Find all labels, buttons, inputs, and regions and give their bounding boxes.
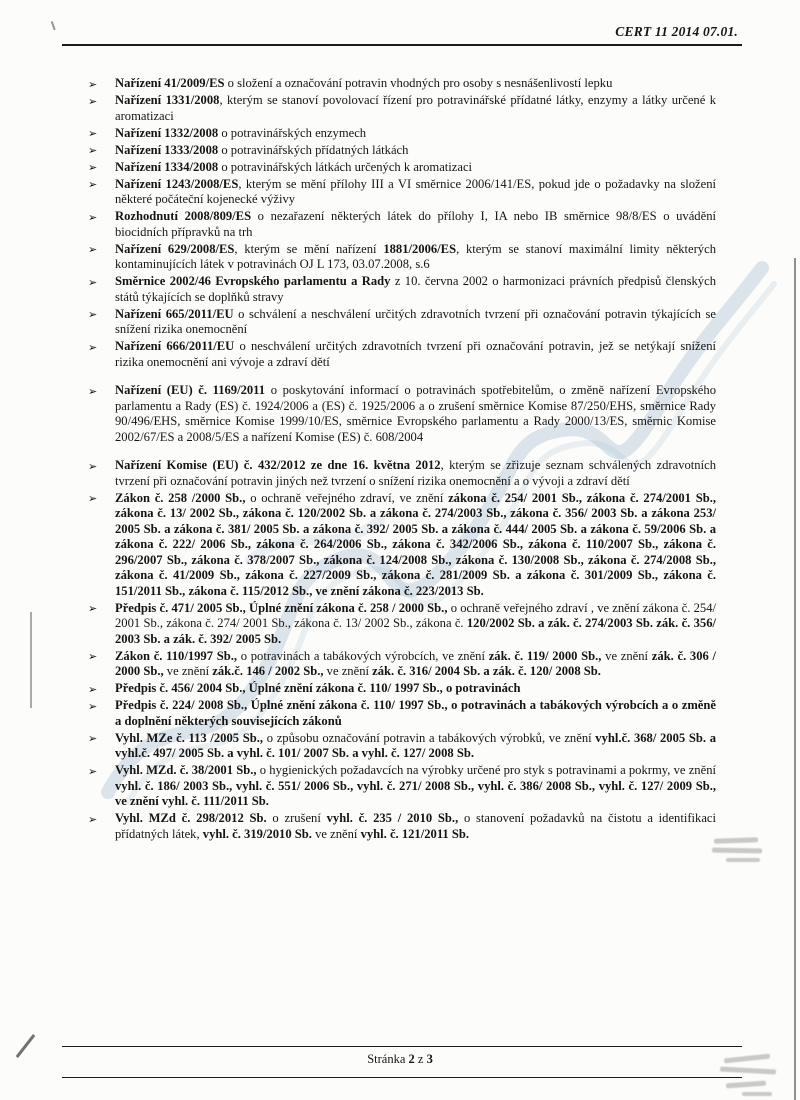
- bold-text-segment: vyhl. č. 186/ 2003 Sb., vyhl. č. 551/ 2006 Sb., vyhl. č. 271/ 2008 Sb., vyhl. č. 386/ 2008 Sb., vyhl. č. 127/ 2009 Sb., ve znění vyhl. č. 111/2011 Sb.: [115, 778, 716, 808]
- text-segment: ve znění: [601, 648, 652, 663]
- bold-text-segment: Nařízení 1333/2008: [115, 142, 219, 157]
- arrow-bullet-icon: ➢: [88, 275, 98, 289]
- bold-text-segment: Předpis č. 456/ 2004 Sb., Úplné znění zákona č. 110/ 1997 Sb., o potravinách: [115, 681, 521, 695]
- footer-page-label: [0, 1052, 800, 1067]
- scan-edge-artifact: [30, 612, 32, 708]
- list-item-text: [115, 76, 716, 92]
- arrow-bullet-icon: ➢: [88, 94, 98, 108]
- bold-text-segment: 2: [408, 1052, 415, 1066]
- bold-text-segment: 1881/2006/ES: [383, 241, 457, 256]
- bold-text-segment: Nařízení 1331/2008: [115, 93, 220, 107]
- text-segment: , kterým se stanoví maximální limity některých kontaminujících látek v potravinách OJ L 173, 03.07.2008, s.6: [115, 241, 716, 271]
- text-segment: o zrušení: [266, 811, 327, 825]
- list-item: [88, 143, 716, 159]
- list-item-text: [115, 93, 716, 124]
- bold-text-segment: zák.č. 146 / 2002 Sb.,: [212, 664, 324, 678]
- list-item-text: [115, 177, 716, 208]
- list-item: [88, 160, 716, 176]
- document-code: CERT 11 2014 07.01.: [615, 24, 738, 39]
- text-segment: o potravinářských enzymech: [218, 125, 367, 140]
- bold-text-segment: 120/2002 Sb. a zák. č. 274/2003 Sb. zák. č. 356/ 2003 Sb. a zák. č. 392/ 2005 Sb.: [115, 616, 716, 646]
- arrow-bullet-icon: ➢: [88, 127, 98, 140]
- text-segment: z 10. června 2002 o harmonizaci právních předpisů členských států týkajících se doplňků stravy: [115, 274, 716, 304]
- bold-text-segment: vyhl. č. 235 / 2010 Sb.,: [326, 811, 459, 825]
- text-segment: o potravinách a tabákových výrobcích, ve znění: [237, 648, 489, 663]
- pencil-mark-artifact: [726, 858, 760, 862]
- arrow-bullet-icon: ➢: [88, 602, 98, 615]
- list-item-text: [115, 649, 716, 680]
- arrow-bullet-icon: ➢: [88, 161, 98, 174]
- text-segment: o ochraně veřejného zdraví, ve znění: [245, 490, 449, 505]
- pencil-mark-artifact: [714, 837, 758, 844]
- list-item-text: [115, 383, 716, 445]
- list-item-text: [115, 274, 716, 305]
- arrow-bullet-icon: ➢: [88, 178, 98, 191]
- bold-text-segment: Předpis č. 471/ 2005 Sb., Úplné znění zákona č. 258 / 2000 Sb.,: [115, 600, 448, 615]
- list-item: [88, 177, 716, 208]
- text-segment: ve znění: [323, 664, 373, 678]
- arrow-bullet-icon: ➢: [88, 682, 98, 696]
- list-item: [88, 731, 716, 762]
- bold-text-segment: Zákon č. 110/1997 Sb.,: [115, 648, 238, 663]
- arrow-bullet-icon: ➢: [88, 732, 98, 745]
- list-item-text: [115, 242, 716, 273]
- list-item: [88, 383, 716, 445]
- bold-text-segment: Vyhl. MZd č. 298/2012 Sb.: [115, 811, 267, 825]
- list-item: [88, 681, 716, 697]
- list-item-text: [115, 763, 716, 810]
- arrow-bullet-icon: ➢: [88, 144, 98, 157]
- text-segment: o ochraně veřejného zdraví , ve znění zákona č. 254/ 2001 Sb., zákona č. 274/ 2001 Sb., zákona č. 13/ 2002 Sb., zákona č.: [115, 600, 716, 630]
- list-item: [88, 76, 716, 92]
- text-segment: o neschválení určitých zdravotních tvrzení při označování potravin, jež se netýkají snížení rizika onemocnění ani vývoje a zdraví dětí: [115, 339, 716, 369]
- text-segment: , kterým se zřizuje seznam schválených zdravotních tvrzení při označování potravin jiných než tvrzení o snížení rizika onemocnění a o vývoji a zdraví dětí: [115, 458, 716, 488]
- bold-text-segment: zák. č. 306 / 2000 Sb.,: [115, 648, 717, 678]
- list-item: [88, 274, 716, 305]
- bold-text-segment: 3: [426, 1052, 433, 1066]
- text-segment: o schválení a neschválení určitých zdravotních tvrzení při označování potravin týkajících se snížení rizika onemocnění: [115, 306, 716, 336]
- bold-text-segment: vyhl.č. 368/ 2005 Sb. a vyhl.č. 497/ 2005 Sb. a vyhl. č. 101/ 2007 Sb. a vyhl. č. 127/ 2008 Sb.: [115, 730, 717, 760]
- bold-text-segment: zák. č. 316/ 2004 Sb. a zák. č. 120/ 2008 Sb.: [372, 664, 601, 678]
- regulation-list: [88, 76, 716, 844]
- list-item: [88, 209, 716, 240]
- footer-rule-top: [62, 1046, 742, 1047]
- list-item-text: [115, 698, 716, 729]
- text-segment: o poskytování informací o potravinách spotřebitelům, o změně nařízení Evropského parlamentu a Rady (ES) č. 1924/2006 a (ES) č. 1925/2006 a o zrušení směrnice Komise 87/250/EHS, směrnice Rady 90/496/EHS, směrnice Komise 1999/10/ES, směrnice Evropského parlamentu a Rady 2000/13/ES, směrnic Komise 2002/67/ES a 2008/5/ES a nařízení Komise (ES) č. 608/2004: [115, 383, 716, 444]
- list-item-text: [115, 458, 716, 489]
- list-item: [88, 242, 716, 273]
- bold-text-segment: Nařízení 1243/2008/ES: [115, 176, 239, 191]
- text-segment: ve znění: [311, 826, 361, 841]
- list-item-text: [115, 491, 716, 600]
- list-item-text: [115, 307, 716, 338]
- arrow-bullet-icon: ➢: [88, 77, 98, 91]
- text-segment: z: [414, 1052, 427, 1066]
- bold-text-segment: Nařízení 1334/2008: [115, 159, 219, 174]
- text-segment: o potravinářských látkách určených k aromatizaci: [218, 159, 473, 174]
- footer-rule-bottom: [62, 1077, 742, 1078]
- arrow-bullet-icon: ➢: [88, 699, 98, 713]
- list-item: [88, 126, 716, 142]
- scan-speck-artifact: [51, 19, 63, 31]
- arrow-bullet-icon: ➢: [88, 308, 98, 321]
- text-segment: Stránka: [367, 1052, 409, 1066]
- list-item: [88, 601, 716, 648]
- list-item-text: [115, 731, 716, 762]
- text-segment: o složení a označování potravin vhodných pro osoby s nesnášenlivostí lepku: [224, 76, 613, 90]
- list-item: [88, 698, 716, 729]
- list-item-text: [115, 160, 716, 176]
- text-segment: o stanovení požadavků na čistotu a identifikaci přídatných látek,: [115, 811, 717, 841]
- arrow-bullet-icon: ➢: [88, 459, 98, 473]
- bold-text-segment: Nařízení 629/2008/ES: [115, 241, 235, 256]
- list-item: [88, 811, 716, 842]
- list-item: [88, 458, 716, 489]
- text-segment: o nezařazení některých látek do přílohy I, IA nebo IB směrnice 98/8/ES o uvádění biocidních přípravků na trh: [115, 209, 716, 239]
- arrow-bullet-icon: ➢: [88, 812, 98, 826]
- text-segment: , kterým se mění nařízení: [234, 241, 384, 256]
- bold-text-segment: vyhl. č. 121/2011 Sb.: [360, 826, 470, 841]
- bold-text-segment: Nařízení Komise (EU) č. 432/2012 ze dne 16. května 2012: [115, 458, 441, 472]
- text-segment: , kterým se mění přílohy III a VI směrnice 2006/141/ES, pokud jde o požadavky na složení některé počáteční kojenecké výživy: [115, 176, 717, 206]
- list-item: [88, 491, 716, 600]
- bold-text-segment: Nařízení 41/2009/ES: [115, 76, 225, 90]
- list-item-text: [115, 601, 716, 648]
- list-item-text: [115, 143, 716, 159]
- bold-text-segment: zák. č. 119/ 2000 Sb.,: [488, 648, 602, 663]
- bold-text-segment: Nařízení (EU) č. 1169/2011: [115, 383, 266, 397]
- bold-text-segment: Nařízení 665/2011/EU: [115, 306, 234, 321]
- bold-text-segment: vyhl. č. 319/2010 Sb.: [202, 826, 312, 841]
- list-item: [88, 307, 716, 338]
- arrow-bullet-icon: ➢: [88, 650, 98, 663]
- text-segment: o hygienických požadavcích na výrobky určené pro styk s potravinami a pokrmy, ve znění: [256, 763, 716, 777]
- pencil-mark-artifact: [726, 1081, 766, 1089]
- bold-text-segment: Nařízení 1332/2008: [115, 125, 219, 140]
- pencil-mark-artifact: [720, 1067, 776, 1075]
- pencil-mark-artifact: [742, 1092, 772, 1096]
- bold-text-segment: Vyhl. MZd. č. 38/2001 Sb.,: [115, 763, 257, 777]
- list-item: [88, 649, 716, 680]
- text-segment: o potravinářských přídatných látkách: [218, 142, 409, 157]
- text-segment: ve znění: [163, 664, 213, 678]
- list-item-text: [115, 339, 716, 370]
- arrow-bullet-icon: ➢: [88, 243, 98, 256]
- header-rule: [62, 44, 742, 46]
- arrow-bullet-icon: ➢: [88, 492, 98, 505]
- bold-text-segment: Směrnice 2002/46 Evropského parlamentu a Rady: [115, 274, 391, 288]
- arrow-bullet-icon: ➢: [88, 384, 98, 398]
- arrow-bullet-icon: ➢: [88, 210, 98, 224]
- list-item-text: [115, 126, 716, 142]
- scan-edge-artifact: [794, 258, 796, 1100]
- list-item-text: [115, 209, 716, 240]
- bold-text-segment: Vyhl. MZe č. 113 /2005 Sb.,: [115, 730, 264, 745]
- list-item: [88, 763, 716, 810]
- arrow-bullet-icon: ➢: [88, 764, 98, 778]
- pencil-mark-artifact: [712, 848, 762, 854]
- bold-text-segment: Zákon č. 258 /2000 Sb.,: [115, 490, 246, 505]
- bold-text-segment: Nařízení 666/2011/EU: [115, 339, 235, 353]
- bold-text-segment: Předpis č. 224/ 2008 Sb., Úplné znění zákona č. 110/ 1997 Sb., o potravinách a tabákových výrobcích a o změně a doplnění některých souvisejících zákonů: [115, 698, 716, 728]
- list-item-text: [115, 811, 716, 842]
- text-segment: , kterým se stanoví povolovací řízení pro potravinářské přídatné látky, enzymy a látky určené k aromatizaci: [115, 93, 716, 123]
- bold-text-segment: Rozhodnutí 2008/809/ES: [115, 209, 252, 223]
- text-segment: o způsobu označování potravin a tabákových výrobků, ve znění: [263, 730, 596, 745]
- bold-text-segment: zákona č. 254/ 2001 Sb., zákona č. 274/2001 Sb., zákona č. 13/ 2002 Sb., zákona č. 120/2002 Sb. a zákona č. 274/2003 Sb., zákona č. 356/ 2003 Sb. a zákona 253/ 2005 Sb. a zákona č. 381/ 2005 Sb. a zákona č. 392/ 2005 Sb. a zákona č. 444/ 2005 Sb. a zákona č. 59/2006 Sb. a zákona č. 222/ 2006 Sb., zákona č. 264/2006 Sb., zákona č. 342/2006 Sb., zákona č. 110/2007 Sb., zákona č. 296/2007 Sb., zákona č. 378/2007 Sb., zákona č. 124/2008 Sb., zákona č. 130/2008 Sb., zákona č. 274/2008 Sb., zákona č. 41/2009 Sb., zákona č. 227/2009 Sb., zákona č. 281/2009 Sb. a zákona č. 301/2009 Sb., zákona č. 151/2011 Sb., zákona č. 115/2012 Sb., ve znění zákona č. 223/2013 Sb.: [115, 490, 716, 598]
- arrow-bullet-icon: ➢: [88, 340, 98, 354]
- list-item-text: [115, 681, 716, 697]
- list-item: [88, 93, 716, 124]
- list-item: [88, 339, 716, 370]
